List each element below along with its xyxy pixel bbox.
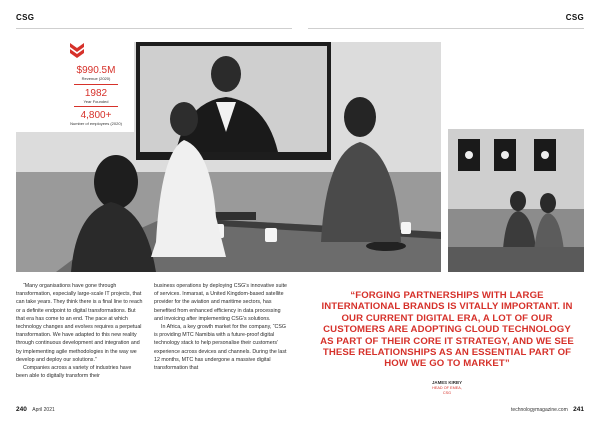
footer-right — [511, 406, 584, 413]
article-column-1 — [16, 282, 144, 380]
article-paragraph: “Many organisations have gone through transformation, especially large-scale IT projects, that can take years. They think there is a final line to reach or a definite endpoint to digital transformations. But that era has come to an end. The pace at which technology changes and evolves requires a perpetual transformation. We have adapted to this new reality through continuous development and integration and by implementing agile methodologies in the way we develop and deploy our solutions.” — [16, 283, 143, 363]
quote-attribution-name: JAMES KIRBY — [431, 380, 462, 385]
page-number-right: 241 — [573, 406, 584, 413]
article-paragraph: In Africa, a key growth market for the company, “CSG is providing MTC Namibia with a future-proof digital technology stack to help personalise their customers’ experience across devices and channels. During the last 12 months, MTC has undergone a massive digital transformation that — [154, 324, 287, 372]
stat-revenue-label: Revenue (2020) — [81, 76, 111, 81]
page-number-left: 240 — [16, 406, 27, 413]
footer-left — [16, 406, 55, 413]
quote-attribution-title: HEAD OF EMEA, — [432, 386, 462, 390]
lounge-photo — [448, 129, 584, 272]
stat-founded-value: 1982 — [84, 88, 108, 99]
brand-label-right: CSG — [565, 13, 584, 22]
stat-employees-value: 4,800+ — [80, 110, 112, 121]
article-paragraph: business operations by deploying CSG’s innovative suite of services. Inmarsat, a United Kingdom-based satellite provider for the aviation and maritime sectors, has benefited from enhanced efficiency in data processing and invoicing after implementing CSG’s solutions. — [154, 283, 287, 322]
stat-revenue-value: $990.5M — [76, 65, 116, 76]
stat-divider — [74, 84, 118, 85]
quote-attribution-company: CSG — [442, 391, 452, 395]
article-column-2 — [154, 282, 288, 372]
site-url: technologymagazine.com — [511, 407, 568, 413]
issue-date: April 2021 — [32, 407, 55, 413]
stat-divider — [74, 106, 118, 107]
lounge-photo-illustration — [448, 129, 584, 272]
pull-quote: “FORGING PARTNERSHIPS WITH LARGE INTERNATIONAL BRANDS IS VITALLY IMPORTANT. IN OUR CURRENT DIGITAL ERA, A LOT OF OUR CUSTOMERS ARE ADOPTING CLOUD TECHNOLOGY AS PART OF THEIR CORE IT STRATEGY, AND WE SEE THESE RELATIONSHIPS AS AN ESSENTIAL PART OF HOW WE GO TO MARKET” — [320, 290, 574, 370]
brand-label-left: CSG — [16, 13, 35, 22]
quote-attribution-role — [318, 386, 576, 396]
article-paragraph: Companies across a variety of industries have been able to digitally transform their — [16, 365, 132, 380]
header-rule-left — [16, 28, 292, 29]
stat-employees-label: Number of employees (2020) — [70, 121, 122, 126]
stat-founded-label: Year Founded — [83, 99, 109, 104]
company-stats-panel — [16, 42, 134, 132]
header-rule-right — [308, 28, 584, 29]
chevron-down-icon — [70, 43, 84, 59]
